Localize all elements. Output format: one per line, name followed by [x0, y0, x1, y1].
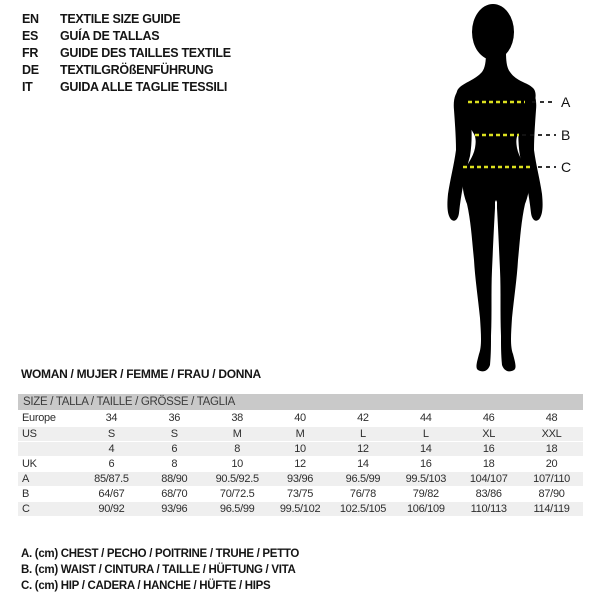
size-cell: 107/110 — [520, 471, 583, 486]
size-cell: 93/96 — [143, 501, 206, 516]
size-cell: 10 — [269, 441, 332, 456]
size-cell: 76/78 — [332, 486, 395, 501]
table-row-waist — [18, 486, 583, 501]
size-cell: 44 — [419, 412, 432, 425]
language-label: TEXTILGRÖßENFÜHRUNG — [60, 63, 214, 77]
size-cell: XXL — [520, 426, 583, 441]
table-row-us-numeric — [18, 441, 583, 456]
size-cell: 96.5/99 — [206, 501, 269, 516]
size-cell: 6 — [143, 441, 206, 456]
language-label: GUIDA ALLE TAGLIE TESSILI — [60, 80, 228, 94]
size-cell: 8 — [206, 441, 269, 456]
language-row-de — [22, 62, 231, 79]
size-cell: 12 — [332, 441, 395, 456]
size-cell: L — [394, 426, 457, 441]
measure-label-a: A — [561, 94, 571, 110]
size-cell: 68/70 — [143, 486, 206, 501]
size-cell: 14 — [332, 456, 395, 471]
size-cell: 36 — [168, 412, 181, 425]
size-cell: 18 — [520, 441, 583, 456]
size-cell: 87/90 — [520, 486, 583, 501]
language-code: IT — [22, 80, 33, 94]
row-label: B — [18, 486, 80, 501]
language-label: GUIDE DES TAILLES TEXTILE — [60, 46, 231, 60]
size-cell: 99.5/102 — [269, 501, 332, 516]
row-label — [18, 441, 80, 456]
size-cell: XL — [457, 426, 520, 441]
size-cell: 96.5/99 — [332, 471, 395, 486]
size-cell: 10 — [206, 456, 269, 471]
measure-label-c: C — [561, 159, 572, 175]
size-cell: 46 — [482, 412, 495, 425]
language-row-it — [22, 79, 231, 96]
size-cell: 20 — [520, 456, 583, 471]
language-label: GUÍA DE TALLAS — [60, 29, 160, 43]
legend-hip: C. (cm) HIP / CADERA / HANCHE / HÜFTE / HIPS — [21, 580, 271, 592]
language-row-en — [22, 11, 231, 28]
language-code: DE — [22, 63, 39, 77]
size-cell: 4 — [80, 441, 143, 456]
size-cell: S — [143, 426, 206, 441]
table-row-europe — [18, 411, 583, 426]
size-cell: 12 — [269, 456, 332, 471]
size-cell: 90.5/92.5 — [206, 471, 269, 486]
size-cell: 110/113 — [457, 501, 520, 516]
size-cell: 70/72.5 — [206, 486, 269, 501]
size-cell: 79/82 — [394, 486, 457, 501]
language-row-es — [22, 28, 231, 45]
size-cell: 106/109 — [394, 501, 457, 516]
size-cell: 40 — [294, 412, 306, 425]
size-cell: 83/86 — [457, 486, 520, 501]
size-cell: 14 — [394, 441, 457, 456]
measurement-figure — [425, 2, 575, 374]
table-title: WOMAN / MUJER / FEMME / FRAU / DONNA — [21, 367, 261, 381]
size-cell: 34 — [105, 412, 118, 425]
size-cell: S — [80, 426, 143, 441]
size-cell: 73/75 — [269, 486, 332, 501]
table-row-us — [18, 426, 583, 441]
language-row-fr — [22, 45, 231, 62]
size-cell: 16 — [394, 456, 457, 471]
row-label: C — [18, 501, 80, 516]
size-cell: 8 — [143, 456, 206, 471]
language-code: EN — [22, 12, 39, 26]
table-row-hip — [18, 501, 583, 516]
size-cell: 93/96 — [269, 471, 332, 486]
row-label: A — [18, 471, 80, 486]
language-code: ES — [22, 29, 39, 43]
size-cell: L — [332, 426, 395, 441]
size-cell: M — [206, 426, 269, 441]
legend-chest: A. (cm) CHEST / PECHO / POITRINE / TRUHE / PETTO — [21, 548, 300, 560]
size-cell: 88/90 — [143, 471, 206, 486]
size-cell: 104/107 — [457, 471, 520, 486]
size-cell: 16 — [457, 441, 520, 456]
language-label: TEXTILE SIZE GUIDE — [60, 12, 181, 26]
size-table-grid — [18, 411, 583, 516]
size-cell: 99.5/103 — [394, 471, 457, 486]
table-row-chest — [18, 471, 583, 486]
table-row-uk — [18, 456, 583, 471]
size-cell: 64/67 — [80, 486, 143, 501]
size-table — [18, 394, 583, 516]
size-cell: M — [269, 426, 332, 441]
size-cell: 90/92 — [80, 501, 143, 516]
size-cell: 85/87.5 — [80, 471, 143, 486]
measure-label-b: B — [561, 127, 571, 143]
legend-waist: B. (cm) WAIST / CINTURA / TAILLE / HÜFTUNG / VITA — [21, 564, 296, 576]
size-cell: 114/119 — [520, 501, 583, 516]
size-cell: 6 — [80, 456, 143, 471]
size-cell: 102.5/105 — [332, 501, 395, 516]
language-code: FR — [22, 46, 39, 60]
size-cell: 48 — [545, 412, 558, 425]
language-list — [22, 11, 231, 96]
woman-silhouette-icon — [425, 2, 575, 374]
size-cell: 38 — [231, 412, 243, 425]
size-cell: 18 — [457, 456, 520, 471]
row-label: Europe — [22, 412, 56, 425]
row-label: UK — [18, 456, 80, 471]
size-cell: 42 — [357, 412, 369, 425]
size-table-header: SIZE / TALLA / TAILLE / GRÖSSE / TAGLIA — [18, 394, 583, 410]
silhouette-head — [472, 4, 514, 60]
measure-legend — [21, 546, 299, 594]
row-label: US — [18, 426, 80, 441]
